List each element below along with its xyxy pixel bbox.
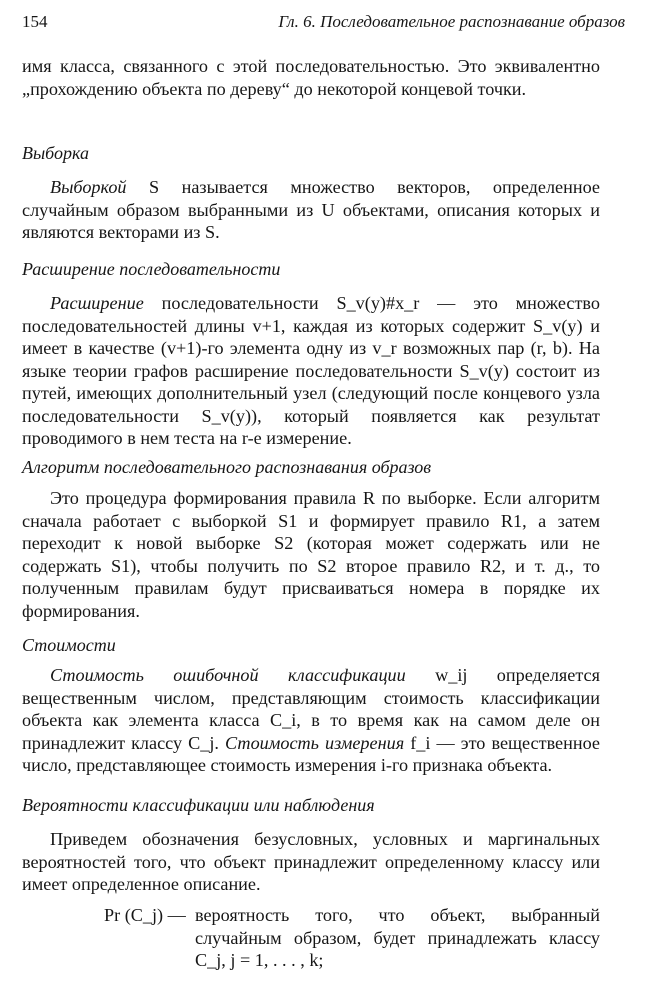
sample-rest: S называется множество векторов, определенное случайным образом выбранными из U объектами, описания которых и являются векторами из S. [22,177,600,242]
probabilities-text: Приведем обозначения безусловных, условных и маргинальных вероятностей того, что объект принадлежит определенному классу или имеет определенное описание. [22,829,600,894]
costs-term-2: Стоимость измерения [225,732,405,753]
costs-text-2: f_i — это вещественное число, представляющее стоимость измерения i-го признака объекта. [22,732,600,775]
intro-paragraph [22,55,600,100]
sample-text [22,176,600,244]
probabilities-paragraph [22,828,600,896]
algorithm-paragraph [22,487,600,622]
costs-text [22,664,600,777]
costs-term-1: Стоимость ошибочной классификации [50,665,406,685]
section-title-algorithm: Алгоритм последовательного распознавания образов [22,457,432,477]
costs-paragraph [22,664,600,777]
running-title: Гл. 6. Последовательное распознавание образов [278,12,625,31]
extension-text [22,292,600,450]
sample-term: Выборкой [50,177,127,197]
definition-term: Pr (C_j) — [104,905,186,925]
intro-text: имя класса, связанного с этой последовательностью. Это эквивалентно „прохождению объекта по дереву“ до некоторой концевой точки. [22,56,600,99]
algorithm-text: Это процедура формирования правила R по выборке. Если алгоритм сначала работает с выборкой S1 и формирует правило R1, а затем переходит к новой выборке S2 (которая может содержать или не содержать S1), чтобы получить по S2 второе правило R2, и т. д., то полученным правилам будут присваиваться номера в порядке их формирования. [22,488,600,621]
sample-paragraph [22,176,600,244]
extension-rest: последовательности S_v(y)#x_r — это множество последовательностей длины v+1, каждая из которых содержит S_v(y) и имеет в качестве (v+1)-го элемента одну из v_r возможных пар (r, b). На языке теории графов расширение последовательности S_v(y) состоит из путей, имеющих дополнительный узел (следующий после концевого узла последовательности S_v(y)), который появляется как результат проводимого в нем теста на r-е измерение. [22,293,600,448]
section-title-extension: Расширение последовательности [22,259,281,279]
page-number: 154 [22,12,48,31]
page-header [22,12,625,36]
extension-paragraph [22,292,600,450]
section-title-probabilities: Вероятности классификации или наблюдения [22,795,375,815]
section-title-costs: Стоимости [22,635,116,655]
costs-text-1: w_ij определяется вещественным числом, представляющим стоимость классификации объекта как элемента класса C_i, в то время как на самом деле он принадлежит классу C_j. [22,665,600,753]
extension-term: Расширение [50,293,144,313]
section-title-sample: Выборка [22,143,89,163]
definition-text: вероятность того, что объект, выбранный случайным образом, будет принадлежать классу C_j, j = 1, . . . , k; [195,905,600,970]
